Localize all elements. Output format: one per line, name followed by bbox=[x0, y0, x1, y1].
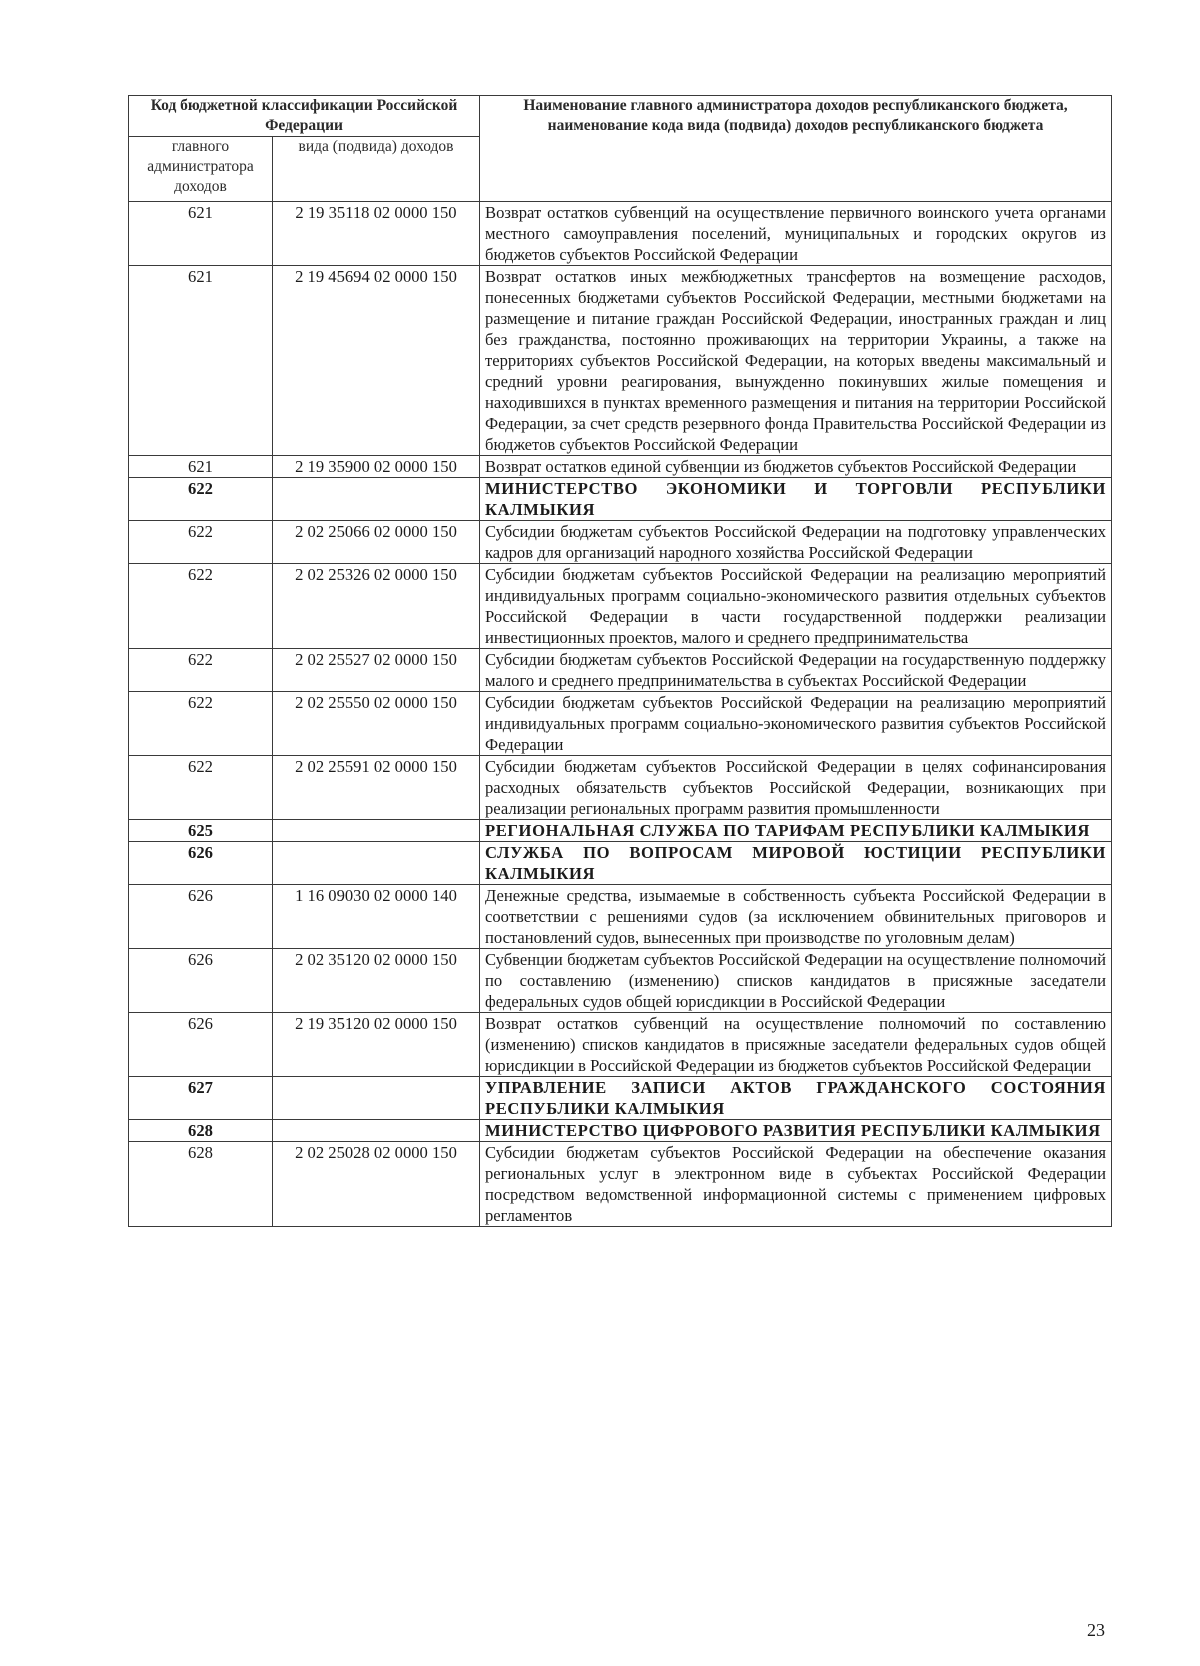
admin-code-cell: 622 bbox=[129, 478, 273, 521]
revenue-code-cell bbox=[273, 1120, 480, 1142]
organization-name-cell: УПРАВЛЕНИЕ ЗАПИСИ АКТОВ ГРАЖДАНСКОГО СОСТОЯНИЯ РЕСПУБЛИКИ КАЛМЫКИЯ bbox=[480, 1077, 1112, 1120]
revenue-code-cell: 2 02 25527 02 0000 150 bbox=[273, 649, 480, 692]
revenue-code-cell: 2 19 35120 02 0000 150 bbox=[273, 1013, 480, 1077]
admin-code-cell: 626 bbox=[129, 949, 273, 1013]
table-row bbox=[129, 885, 1112, 949]
revenue-name-cell: Возврат остатков единой субвенции из бюджетов субъектов Российской Федерации bbox=[480, 456, 1112, 478]
revenue-code-cell: 1 16 09030 02 0000 140 bbox=[273, 885, 480, 949]
table-row bbox=[129, 1013, 1112, 1077]
organization-row bbox=[129, 820, 1112, 842]
revenue-code-cell bbox=[273, 478, 480, 521]
table-row bbox=[129, 949, 1112, 1013]
revenue-name-cell: Возврат остатков субвенций на осуществление полномочий по составлению (изменению) списков кандидатов в присяжные заседатели федеральных судов общей юрисдикции в Российской Федерации из бюджетов субъектов Российской Федерации bbox=[480, 1013, 1112, 1077]
table-row bbox=[129, 1142, 1112, 1227]
table-row bbox=[129, 649, 1112, 692]
table-row bbox=[129, 564, 1112, 649]
revenue-name-cell: Возврат остатков иных межбюджетных трансфертов на возмещение расходов, понесенных бюджетами субъектов Российской Федерации, местными бюджетами на размещение и питание граждан Российской Федерации, иностранных граждан и лиц без гражданства, постоянно проживающих на территории Украины, а также на территориях субъектов Российской Федерации, на которых введены максимальный и средний уровни реагирования, вынужденно покинувших жилые помещения и находившихся в пунктах временного размещения и питания на территории Российской Федерации, за счет средств резервного фонда Правительства Российской Федерации из бюджетов субъектов Российской Федерации bbox=[480, 266, 1112, 456]
admin-code-cell: 622 bbox=[129, 521, 273, 564]
admin-code-cell: 622 bbox=[129, 649, 273, 692]
revenue-name-cell: Субсидии бюджетам субъектов Российской Федерации на реализацию мероприятий индивидуальных программ социально-экономического развития отдельных субъектов Российской Федерации в части государственной поддержки реализации инвестиционных проектов, малого и среднего предпринимательства bbox=[480, 564, 1112, 649]
admin-code-cell: 621 bbox=[129, 456, 273, 478]
organization-name-cell: МИНИСТЕРСТВО ЭКОНОМИКИ И ТОРГОВЛИ РЕСПУБЛИКИ КАЛМЫКИЯ bbox=[480, 478, 1112, 521]
revenue-code-cell bbox=[273, 1077, 480, 1120]
revenue-name-cell: Субсидии бюджетам субъектов Российской Федерации на государственную поддержку малого и среднего предпринимательства в субъектах Российской Федерации bbox=[480, 649, 1112, 692]
revenue-name-cell: Субсидии бюджетам субъектов Российской Федерации на обеспечение оказания региональных услуг в электронном виде в субъектах Российской Федерации посредством ведомственной информационной системы с применением цифровых регламентов bbox=[480, 1142, 1112, 1227]
admin-code-cell: 622 bbox=[129, 756, 273, 820]
organization-row bbox=[129, 1077, 1112, 1120]
organization-row bbox=[129, 842, 1112, 885]
revenue-code-cell: 2 02 25326 02 0000 150 bbox=[273, 564, 480, 649]
table-row bbox=[129, 521, 1112, 564]
header-admin-column: главного администратора доходов bbox=[129, 137, 273, 202]
revenue-code-cell: 2 02 25028 02 0000 150 bbox=[273, 1142, 480, 1227]
table-row bbox=[129, 266, 1112, 456]
revenue-code-cell bbox=[273, 820, 480, 842]
revenue-code-cell: 2 02 25591 02 0000 150 bbox=[273, 756, 480, 820]
revenue-codes-table bbox=[128, 95, 1112, 1227]
table-row bbox=[129, 456, 1112, 478]
header-budget-classification: Код бюджетной классификации Российской Федерации bbox=[129, 96, 480, 137]
admin-code-cell: 622 bbox=[129, 564, 273, 649]
organization-name-cell: СЛУЖБА ПО ВОПРОСАМ МИРОВОЙ ЮСТИЦИИ РЕСПУБЛИКИ КАЛМЫКИЯ bbox=[480, 842, 1112, 885]
revenue-name-cell: Субсидии бюджетам субъектов Российской Федерации на подготовку управленческих кадров для организаций народного хозяйства Российской Федерации bbox=[480, 521, 1112, 564]
table-row bbox=[129, 756, 1112, 820]
admin-code-cell: 626 bbox=[129, 885, 273, 949]
revenue-name-cell: Субсидии бюджетам субъектов Российской Федерации на реализацию мероприятий индивидуальных программ социально-экономического развития субъектов Российской Федерации bbox=[480, 692, 1112, 756]
revenue-code-cell bbox=[273, 842, 480, 885]
admin-code-cell: 628 bbox=[129, 1120, 273, 1142]
header-kind-column: вида (подвида) доходов bbox=[273, 137, 480, 202]
table-row bbox=[129, 202, 1112, 266]
admin-code-cell: 622 bbox=[129, 692, 273, 756]
revenue-code-cell: 2 02 25550 02 0000 150 bbox=[273, 692, 480, 756]
admin-code-cell: 627 bbox=[129, 1077, 273, 1120]
revenue-name-cell: Субсидии бюджетам субъектов Российской Федерации в целях софинансирования расходных обязательств субъектов Российской Федерации, возникающих при реализации региональных программ развития промышленности bbox=[480, 756, 1112, 820]
admin-code-cell: 621 bbox=[129, 202, 273, 266]
revenue-code-cell: 2 02 25066 02 0000 150 bbox=[273, 521, 480, 564]
table-header-row-1 bbox=[129, 96, 1112, 137]
revenue-code-cell: 2 19 35900 02 0000 150 bbox=[273, 456, 480, 478]
organization-row bbox=[129, 1120, 1112, 1142]
admin-code-cell: 621 bbox=[129, 266, 273, 456]
admin-code-cell: 628 bbox=[129, 1142, 273, 1227]
admin-code-cell: 625 bbox=[129, 820, 273, 842]
revenue-name-cell: Субвенции бюджетам субъектов Российской Федерации на осуществление полномочий по составлению (изменению) списков кандидатов в присяжные заседатели федеральных судов общей юрисдикции в Российской Федерации bbox=[480, 949, 1112, 1013]
organization-name-cell: РЕГИОНАЛЬНАЯ СЛУЖБА ПО ТАРИФАМ РЕСПУБЛИКИ КАЛМЫКИЯ bbox=[480, 820, 1112, 842]
organization-name-cell: МИНИСТЕРСТВО ЦИФРОВОГО РАЗВИТИЯ РЕСПУБЛИКИ КАЛМЫКИЯ bbox=[480, 1120, 1112, 1142]
admin-code-cell: 626 bbox=[129, 842, 273, 885]
page-number: 23 bbox=[1087, 1620, 1105, 1640]
header-name-column: Наименование главного администратора доходов республиканского бюджета, наименование кода вида (подвида) доходов республиканского бюджета bbox=[480, 96, 1112, 202]
revenue-code-cell: 2 19 45694 02 0000 150 bbox=[273, 266, 480, 456]
revenue-name-cell: Возврат остатков субвенций на осуществление первичного воинского учета органами местного самоуправления поселений, муниципальных и городских округов из бюджетов субъектов Российской Федерации bbox=[480, 202, 1112, 266]
organization-row bbox=[129, 478, 1112, 521]
revenue-code-cell: 2 02 35120 02 0000 150 bbox=[273, 949, 480, 1013]
revenue-name-cell: Денежные средства, изымаемые в собственность субъекта Российской Федерации в соответствии с решениями судов (за исключением обвинительных приговоров и постановлений судов, вынесенных при производстве по уголовным делам) bbox=[480, 885, 1112, 949]
revenue-code-cell: 2 19 35118 02 0000 150 bbox=[273, 202, 480, 266]
admin-code-cell: 626 bbox=[129, 1013, 273, 1077]
table-row bbox=[129, 692, 1112, 756]
